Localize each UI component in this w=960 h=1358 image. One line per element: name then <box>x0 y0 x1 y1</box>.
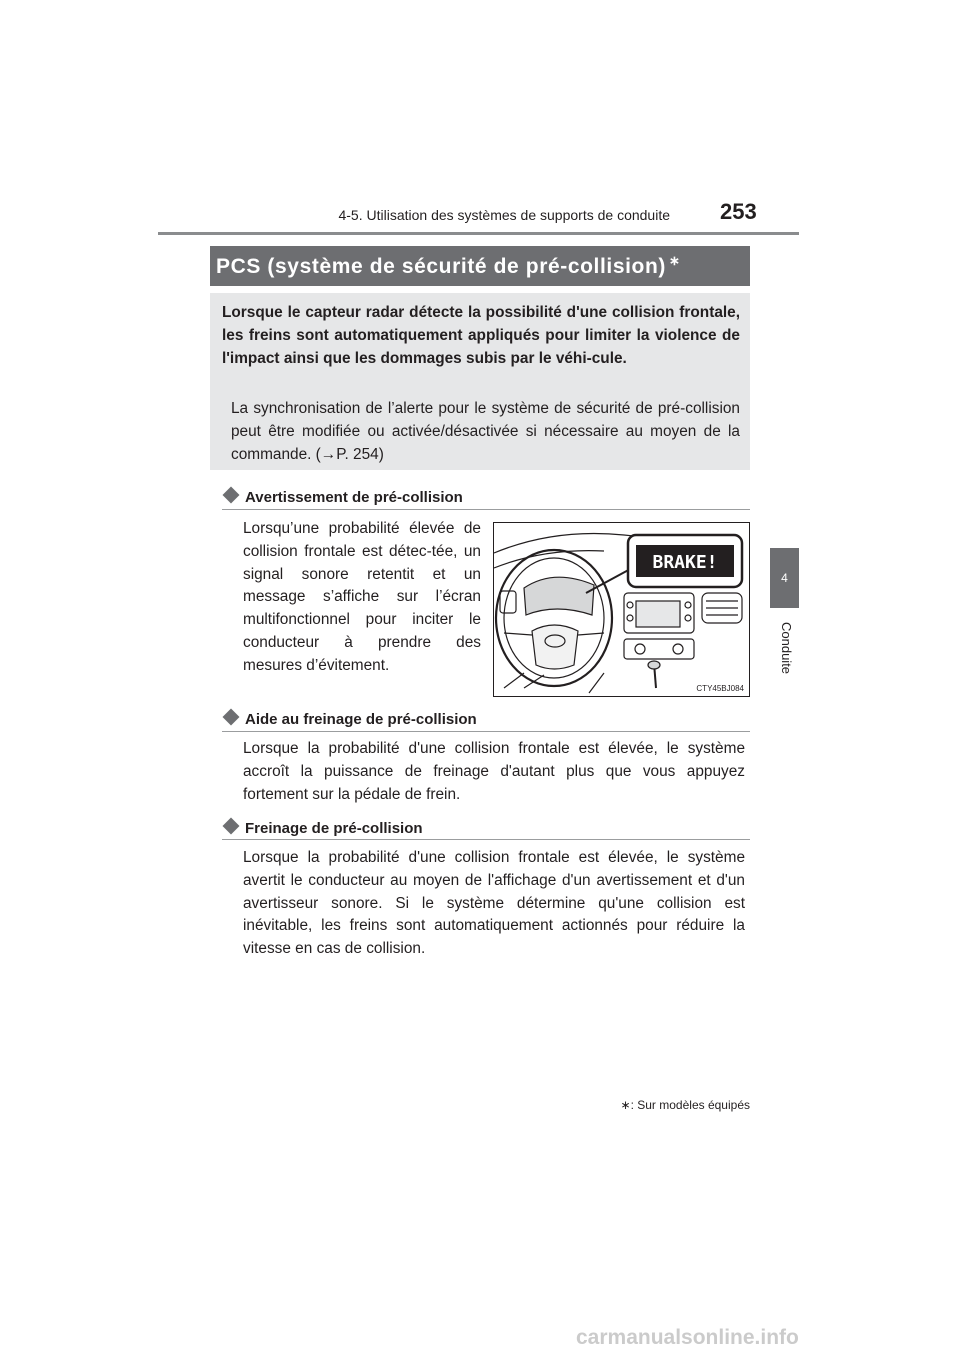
page-title <box>210 253 681 279</box>
watermark: carmanualsonline.info <box>576 1326 799 1349</box>
diamond-bullet-icon <box>223 818 240 835</box>
diamond-bullet-icon <box>223 487 240 504</box>
section-rule <box>222 731 750 732</box>
brake-warning-text: BRAKE! <box>652 552 718 573</box>
section-body-avertissement: Lorsqu’une probabilité élevée de collision frontale est détec-tée, un signal sonore retentit et un message s’affiche sur l’écran multifonctionnel pour inciter le conducteur à prendre des mesures d’évitement. <box>243 520 481 674</box>
illustration-code: CTY45BJ084 <box>696 684 744 693</box>
title-bar <box>210 246 750 286</box>
page-number: 253 <box>720 199 757 224</box>
section-heading-text: Aide au freinage de pré-collision <box>245 711 477 728</box>
section-heading-freinage <box>222 813 750 837</box>
title-star: ∗ <box>669 253 681 268</box>
section-heading-text: Freinage de pré-collision <box>245 820 423 837</box>
chapter-label: Conduite <box>779 622 794 675</box>
header-rule <box>158 232 799 235</box>
section-body-freinage: Lorsque la probabilité d'une collision frontale est élevée, le système avertit le conducteur au moyen de l'affichage d'un avertissement et d'un avertisseur sonore. Si le système détermine qu'une collision est inévitable, les freins sont automatiquement actionnés pour réduire la vitesse en cas de collision. <box>243 849 745 958</box>
chapter-tab <box>770 548 799 608</box>
section-body-aide-freinage: Lorsque la probabilité d'une collision frontale est élevée, le système accroît la puissance de freinage d'autant plus que vous appuyez fortement sur la pédale de frein. <box>243 740 745 803</box>
diamond-bullet-icon <box>223 709 240 726</box>
dashboard-drawing <box>494 523 749 696</box>
page-title-text: PCS (système de sécurité de pré-collision) <box>216 255 667 278</box>
section-rule <box>222 509 750 510</box>
section-heading-aide-freinage <box>222 704 750 728</box>
footnote: ∗: Sur modèles équipés <box>620 1098 750 1112</box>
header-section-title: 4-5. Utilisation des systèmes de supports de conduite <box>338 207 670 223</box>
chapter-number: 4 <box>781 571 788 585</box>
dashboard-illustration <box>493 522 750 697</box>
intro-bold-text: Lorsque le capteur radar détecte la possibilité d'une collision frontale, les freins sont automatiquement appliqués pour limiter la violence de l'impact ainsi que les dommages subis par le véhi-cule. <box>222 304 740 367</box>
intro-normal-text: La synchronisation de l’alerte pour le système de sécurité de pré-collision peut être modifiée ou activée/désactivée si nécessaire au moyen de la commande. (→P. 254) <box>231 400 740 463</box>
section-heading-avertissement <box>222 482 750 506</box>
section-heading-text: Avertissement de pré-collision <box>245 489 463 506</box>
section-rule <box>222 839 750 840</box>
